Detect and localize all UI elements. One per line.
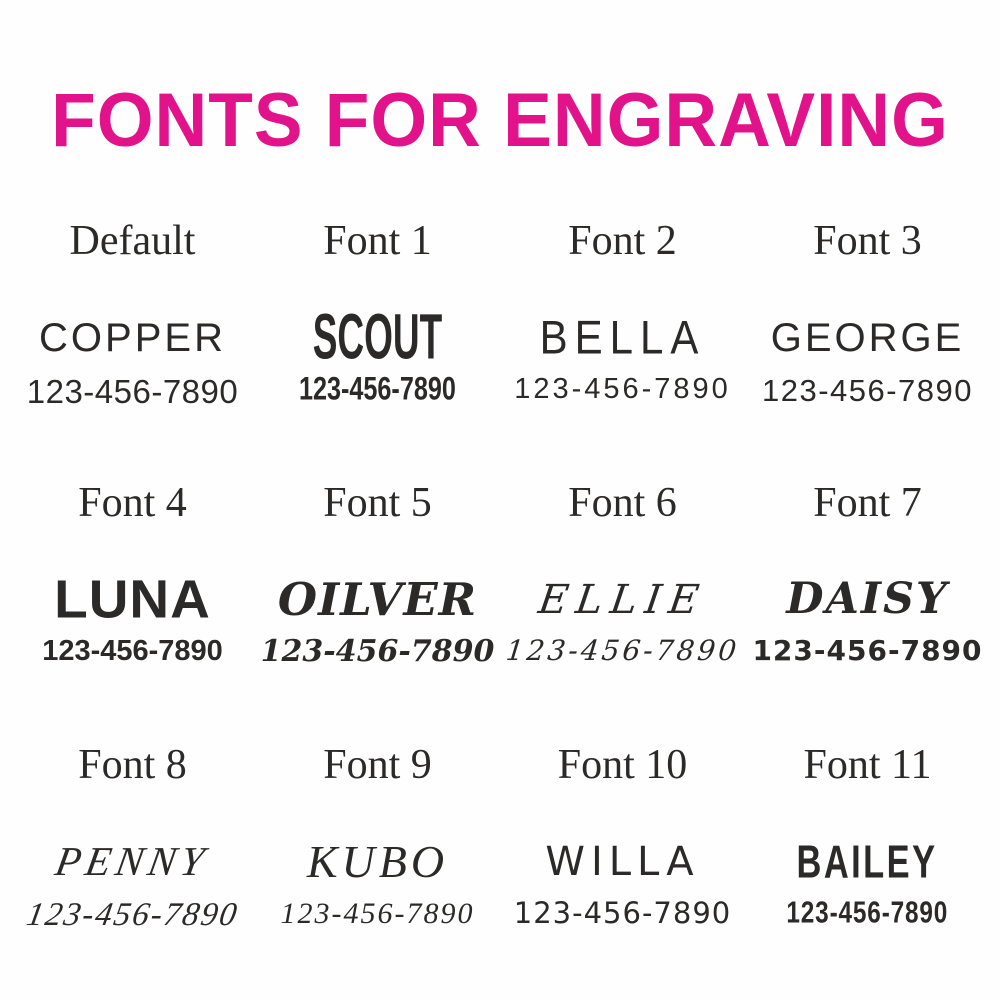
font-number: 123-456-7890 xyxy=(786,896,949,930)
font-label: Font 7 xyxy=(813,480,922,526)
engraving-fonts-infographic xyxy=(0,78,1000,1000)
font-sample: COPPER xyxy=(39,316,226,360)
font-label: Font 1 xyxy=(323,218,432,264)
font-card-7 xyxy=(745,479,990,679)
font-number: 123-456-7890 xyxy=(514,373,731,405)
font-number: 123-456-7890 xyxy=(752,634,983,667)
font-sample: BAILEY xyxy=(796,835,939,888)
font-sample: BELLA xyxy=(539,310,706,364)
font-label: Font 10 xyxy=(557,742,688,788)
font-sample: SCOUT xyxy=(312,301,443,373)
font-number: 123-456-7890 xyxy=(280,897,475,930)
font-card-6 xyxy=(500,479,745,679)
font-label: Font 3 xyxy=(813,218,922,264)
font-number: 123-456-7890 xyxy=(513,896,732,930)
font-label: Font 6 xyxy=(568,480,677,526)
font-label: Font 5 xyxy=(323,480,432,526)
font-card-10 xyxy=(500,741,745,941)
font-sample: PENNY xyxy=(52,838,213,885)
font-card-11 xyxy=(745,741,990,941)
font-number: 123-456-7890 xyxy=(42,635,223,667)
font-number: 123-456-7890 xyxy=(761,373,974,408)
font-label: Default xyxy=(69,218,196,264)
font-grid xyxy=(0,217,1000,941)
font-card-default xyxy=(10,217,255,417)
font-card-8 xyxy=(10,741,255,941)
font-sample: DAISY xyxy=(786,574,949,625)
font-card-3 xyxy=(745,217,990,417)
font-label: Font 4 xyxy=(78,480,187,526)
font-sample: ELLIE xyxy=(535,577,710,623)
font-card-1 xyxy=(255,217,500,417)
font-label: Font 11 xyxy=(803,742,932,788)
font-number: 123-456-7890 xyxy=(504,634,741,667)
font-sample: LUNA xyxy=(54,569,211,630)
font-number: 123-456-7890 xyxy=(260,634,495,669)
font-card-4 xyxy=(10,479,255,679)
font-sample: WILLA xyxy=(545,839,700,885)
font-sample: KUBO xyxy=(306,835,449,887)
font-number: 123-456-7890 xyxy=(26,373,239,410)
font-number: 123-456-7890 xyxy=(23,897,242,933)
font-card-5 xyxy=(255,479,500,679)
font-number: 123-456-7890 xyxy=(299,371,456,408)
font-card-9 xyxy=(255,741,500,941)
font-sample: GEORGE xyxy=(770,316,965,360)
page-title: FONTS FOR ENGRAVING xyxy=(51,78,949,163)
font-card-2 xyxy=(500,217,745,417)
font-label: Font 2 xyxy=(568,218,677,264)
font-label: Font 9 xyxy=(323,742,432,788)
font-sample: OILVER xyxy=(277,573,478,627)
font-label: Font 8 xyxy=(78,742,187,788)
